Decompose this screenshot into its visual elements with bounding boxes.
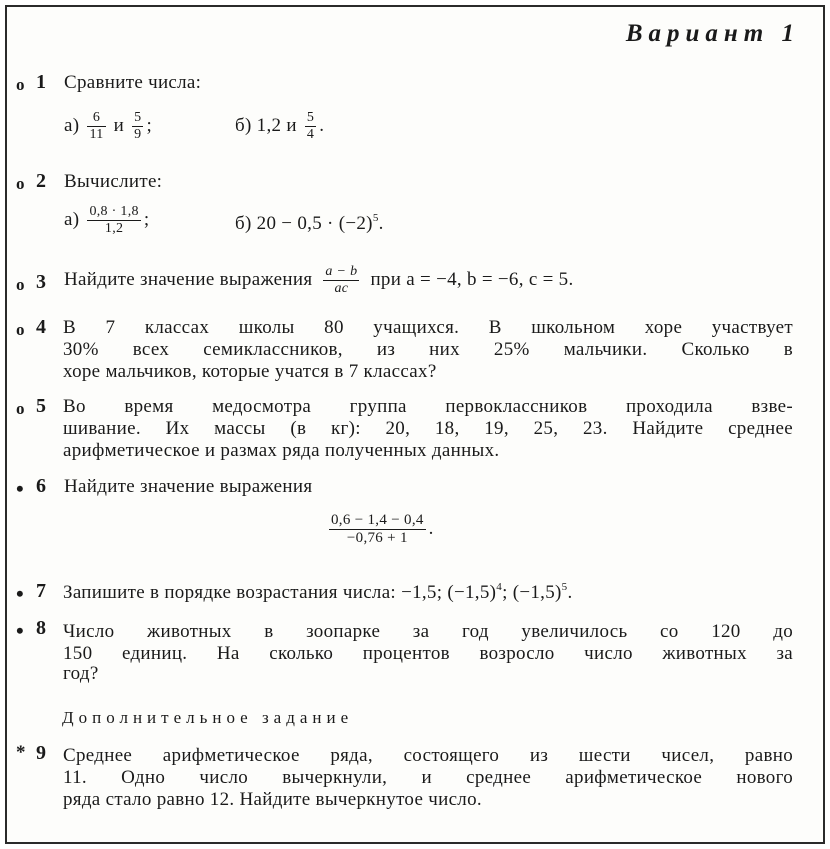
problem-6-number: 6 [36,475,46,497]
problem-9-number: 9 [36,742,46,764]
problem-7-text: Запишите в порядке возрастания числа: −1,5; $(-1,5)^4$; $(-1,5)^5$. [63,581,573,603]
problem-7-number: 7 [36,580,46,602]
fraction-6-11: $\frac{6}{11}$ [89,110,104,143]
extra-level-marker: * [16,742,26,763]
basic-level-marker: o [16,320,25,339]
problem-9-line-1: Среднее арифметическое ряда, состоящего из шести чисел, равно [63,745,793,766]
problem-1-text: Сравните числа: [64,72,202,93]
basic-level-marker: o [16,174,25,193]
basic-level-marker: o [16,275,25,294]
problem-1-part-b: б) 1,2 и $\frac{5}{4}$ . [235,110,325,143]
problem-1-number: 1 [36,71,46,93]
problem-5-line-3: арифметическое и размах ряда полученных данных. [63,440,500,461]
problem-4-line-3: хоре мальчиков, которые учатся в 7 классах? [63,361,437,382]
fraction-product: $\frac{0,8 \cdot 1,8}{1,2}$ [89,204,139,237]
fraction-5-4: $\frac{5}{4}$ [306,110,315,143]
problem-6-expression: $\frac{0,6 - 1,4 - 0,4}{-0,76 + 1}$ . [331,512,434,547]
problem-3-text: Найдите значение выражения $\frac{a - b}{ac}$ при a = −4, b = −6, c = 5. [64,264,574,297]
fraction-5-9: $\frac{5}{9}$ [134,110,142,143]
problem-8-line-3: год? [63,663,99,684]
problem-2-part-b: б) $20 - 0,5 \cdot (-2)^5$. [235,212,384,234]
problem-2-number: 2 [36,170,46,192]
problem-9-line-3: ряда стало равно 12. Найдите вычеркнутое число. [63,789,482,810]
problem-8-line-1: Число животных в зоопарке за год увеличилось со 120 до [63,621,793,642]
problem-3-number: 3 [36,271,46,293]
problem-2-text: Вычислите: [64,171,163,192]
fraction-decimal-expression: $\frac{0,6 - 1,4 - 0,4}{-0,76 + 1}$ [331,512,424,547]
advanced-level-marker: • [16,618,24,643]
advanced-level-marker: • [16,476,24,501]
problem-5-line-2: шивание. Их массы (в кг): 20, 18, 19, 25, 23. Найдите среднее [63,418,793,439]
basic-level-marker: o [16,399,25,418]
basic-level-marker: o [16,75,25,94]
variant-title: Вариант 1 [625,20,800,47]
advanced-level-marker: • [16,581,24,606]
extra-task-heading: Дополнительное задание [62,708,354,727]
fraction-expression: $\frac{a - b}{ac}$ [325,264,358,297]
problem-5-line-1: Во время медосмотра группа первоклассников проходила взве- [63,396,793,417]
problem-2-part-a: а) $\frac{0,8 \cdot 1,8}{1,2}$ ; [64,204,150,237]
problem-4-number: 4 [36,316,46,338]
problem-4-line-2: 30% всех семиклассников, из них 25% мальчики. Сколько в [63,339,793,360]
problem-9-line-2: 11. Одно число вычеркнули, и среднее арифметическое нового [63,767,793,788]
problem-1-part-a: а) $\frac{6}{11}$ и $\frac{5}{9}$ ; [64,110,153,143]
problem-8-number: 8 [36,617,46,639]
problem-8-line-2: 150 единиц. На сколько процентов возросло число животных за [63,643,793,664]
problem-4-line-1: В 7 классах школы 80 учащихся. В школьном хоре участвует [63,317,793,338]
problem-5-number: 5 [36,395,46,417]
problem-6-text: Найдите значение выражения [64,476,313,497]
